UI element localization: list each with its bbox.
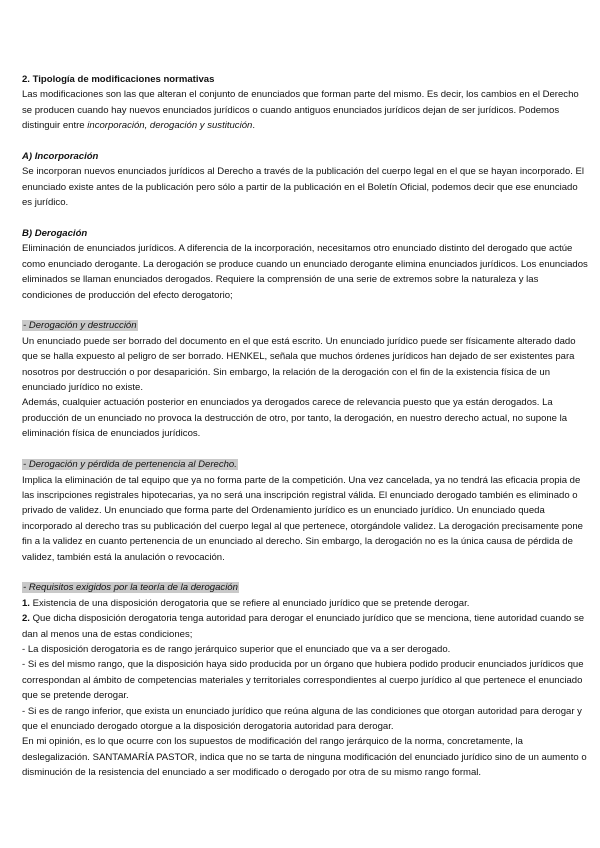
spacer: [22, 565, 588, 580]
spacer: [22, 211, 588, 226]
section-title: 2. Tipología de modificaciones normativas: [22, 74, 215, 85]
derogacion-heading: B) Derogación: [22, 228, 88, 240]
destruccion-paragraph-1: Un enunciado puede ser borrado del documento en el que está escrito. Un enunciado jurídico puede ser físicamente alterado dado que se halla expuesto al peligro de ser borrado. HENKEL, señala que muchos órdenes jurídicos han dejado de ser existentes para nosotros por destrucción o por desaparición. Sin embargo, la relación de la derogación con el fin de la existencia física de un enunciado jurídico no existe.: [22, 335, 576, 394]
intro-end: .: [252, 120, 255, 132]
requisitos-heading-line: [22, 580, 588, 595]
perdida-paragraph: Implica la eliminación de tal equipo que ya no forma parte de la competición. Una vez cancelada, ya no tendrá las eficacia propia de las inscripciones registrales hipotecarias, ya no será una inscripción registral válida. El enunciado derogado también es eliminado o privado de validez. Un enunciado que forma parte del Ordenamiento jurídico es un enunciado jurídico. Un enunciado queda incorporado al derecho tras su publicación del cuerpo legal al que pertenece, otorgándole validez. La derogación precisamente pone fin a la validez en cuanto pertenencia de un enunciado al derecho. Sin embargo, la derogación no es la única causa de pérdida de validez, también está la anulación o revocación.: [22, 474, 583, 563]
condition-superior: - La disposición derogatoria es de rango jerárquico superior que el enunciado que va a ser derogado.: [22, 643, 451, 655]
intro-paragraph: [22, 87, 588, 133]
destruccion-heading-line: [22, 318, 588, 333]
requisito-number-2: 2.: [22, 613, 30, 625]
intro-text: Las modificaciones son las que alteran el conjunto de enunciados que forman parte del mismo. Es decir, los cambios en el Derecho se producen cuando hay nuevos enunciados jurídicos o cuando antiguos enunciados jurídicos dejan de ser jurídicos. Podemos distinguir entre: [22, 89, 579, 132]
requisitos-heading: - Requisitos exigidos por la teoría de la derogación: [23, 582, 238, 594]
incorporacion-paragraph: Se incorporan nuevos enunciados jurídicos al Derecho a través de la publicación del cuerpo legal en el que se hayan incorporado. El enunciado existe antes de la publicación pero sólo a partir de la publicación en el Boletín Oficial, podemos decir que ese enunciado es jurídico.: [22, 166, 585, 209]
perdida-heading: - Derogación y pérdida de pertenencia al Derecho.: [23, 459, 237, 471]
destruccion-paragraph-2: Además, cualquier actuación posterior en enunciados ya derogados carece de relevancia puesto que ya están derogados. La producción de un enunciado no provoca la destrucción de otro, por tanto, la derogación, en nuestro derecho actual, no supone la eliminación física de enunciados jurídicos.: [22, 397, 568, 440]
opinion-paragraph: En mi opinión, es lo que ocurre con los supuestos de modificación del rango jerárquico de la norma, concretamente, la deslegalización. SANTAMARÍA PASTOR, indica que no se tarta de ninguna modificación del enunciado jurídico sino de un aumento o disminución de la resistencia del enunciado a ser modificado o derogado por otra de su mismo rango formal.: [22, 736, 587, 779]
condition-mismo-rango: - Si es del mismo rango, que la disposición haya sido producida por un órgano que hubiera podido producir enunciados jurídicos que correspondan al ámbito de competencias materiales y territoriales correspondientes al cuerpo jurídico al que pertenece el enunciado que se pretende derogar.: [22, 659, 584, 702]
requisito-item-2: [22, 611, 588, 642]
condition-inferior: - Si es de rango inferior, que exista un enunciado jurídico que reúna alguna de las condiciones que otorgan autoridad para derogar y que el enunciado derogado otorgue a la disposición derogatoria autoridad para derogar.: [22, 705, 582, 732]
spacer: [22, 303, 588, 318]
derogacion-paragraph: Eliminación de enunciados jurídicos. A diferencia de la incorporación, necesitamos otro enunciado distinto del derogado que actúe como enunciado derogante. La derogación se produce cuando un enunciado derogante elimina enunciados jurídicos. Los enunciados eliminados se llaman enunciados derogados. Requiere la comprensión de una serie de extremos sobre la naturaleza y las condiciones de producción del efecto derogatorio;: [22, 243, 588, 301]
requisito-item-1: [22, 596, 588, 611]
spacer: [22, 134, 588, 149]
incorporacion-heading: A) Incorporación: [22, 151, 99, 163]
intro-emphasis: incorporación, derogación y sustitución: [87, 120, 253, 132]
spacer: [22, 442, 588, 457]
destruccion-heading: - Derogación y destrucción: [23, 320, 137, 332]
requisito-text-1: Existencia de una disposición derogatoria que se refiere al enunciado jurídico que se pretende derogar.: [29, 597, 470, 609]
requisito-text-2: Que dicha disposición derogatoria tenga autoridad para derogar el enunciado jurídico que se menciona, tiene autoridad cuando se dan al menos una de estas condiciones;: [22, 613, 585, 640]
document-page: [22, 72, 588, 781]
perdida-heading-line: [22, 457, 588, 472]
requisito-number-1: 1.: [22, 597, 30, 609]
